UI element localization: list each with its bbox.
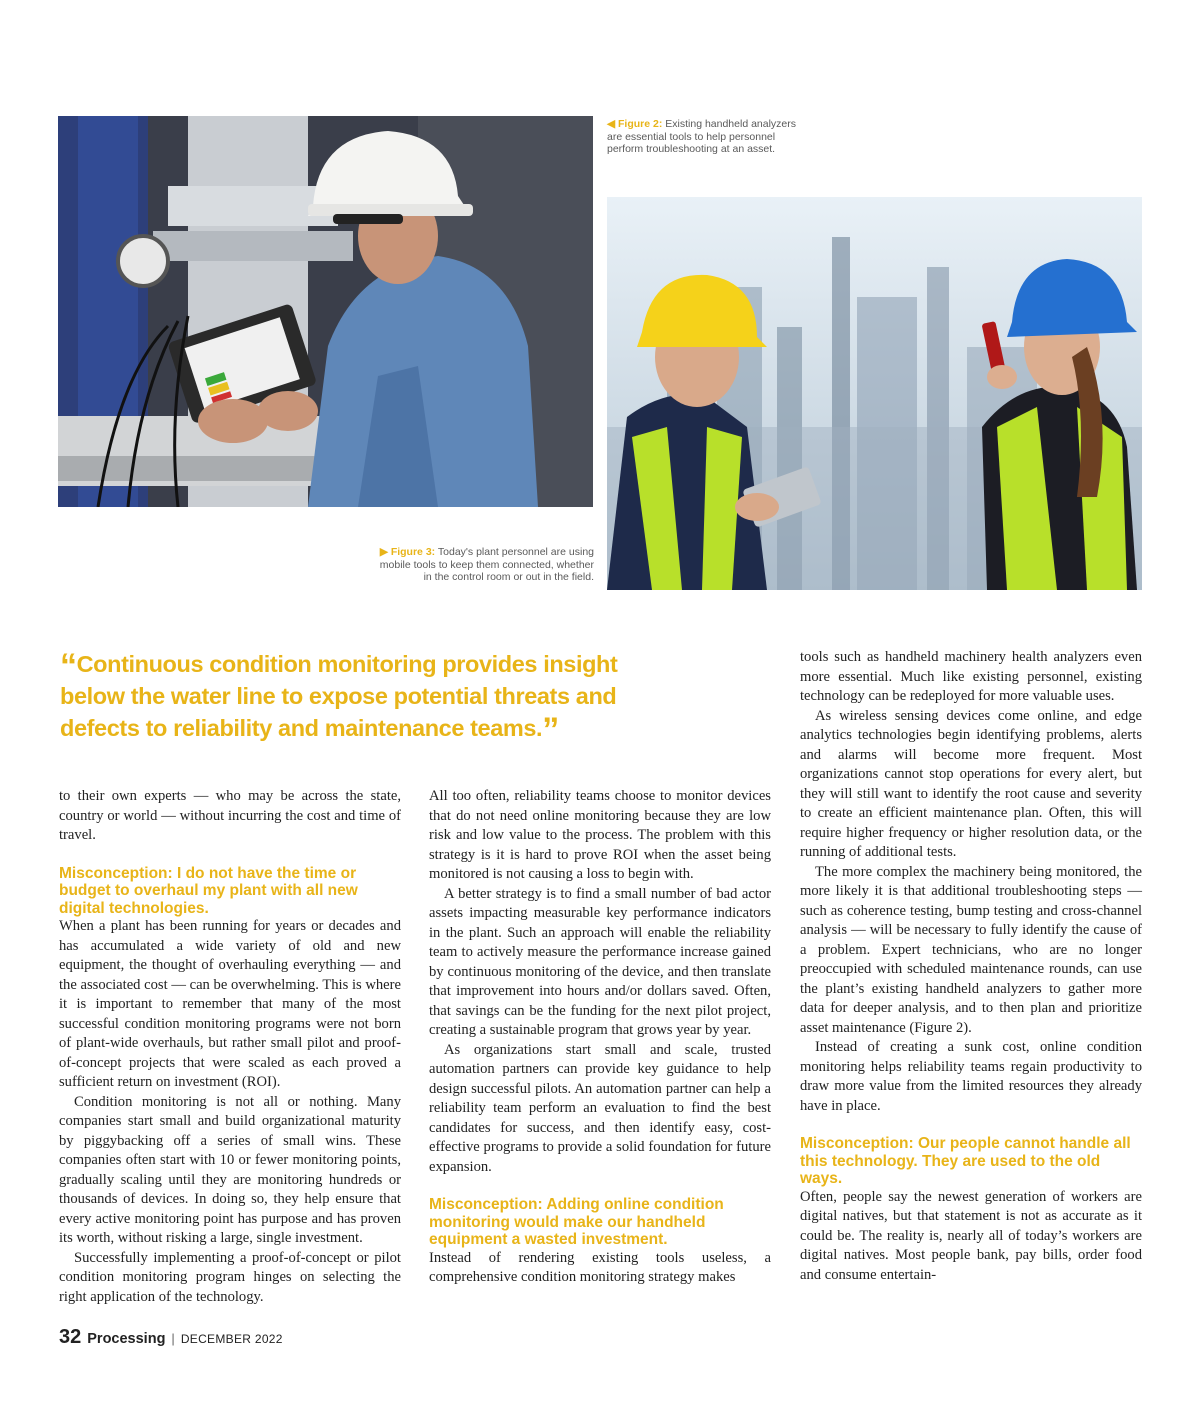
paragraph: Often, people say the newest generation of workers are digital natives, but that statement is not as accurate as it could be. The reality is, nearly all of today’s workers are digital natives. Most people bank, pay bills, order food and consume entertain- [800,1188,1142,1283]
paragraph: Instead of creating a sunk cost, online condition monitoring helps reliability teams regain productivity to draw more value from the limited resources they already have in place. [800,1039,1142,1114]
paragraph: As wireless sensing devices come online, and edge analytics technologies begin identifying problems, alerts and alarms will become more frequent. Most organizations cannot stop operations for every alert, but they will still want to identify the root cause and severity to create an efficient maintenance plan. Often, this will require higher frequency or higher resolution data, or the running of additional tests. [800,707,1142,860]
caption-arrow-left-icon: ◀ [607,118,616,130]
issue-date: DECEMBER 2022 [180,1332,283,1346]
figure-2-photo [607,197,1142,590]
paragraph: Successfully implementing a proof-of-concept or pilot condition monitoring program hinges on selecting the right application of the technology. [59,1249,401,1305]
figure-2-label: Figure 2: [618,118,663,130]
figure-3-text: Today's plant personnel are using mobile tools to keep them connected, whether in the control room or out in the field. [379,546,594,583]
paragraph: As organizations start small and scale, trusted automation partners can provide key guidance to help design successful pilots. An automation partner can help a reliability team perform an evaluation to find the best candidates for success, and then identify easy, cost-effective programs to provide a solid foundation for future expansion. [429,1041,771,1175]
section-heading: Misconception: Our people cannot handle all this technology. They are used to the old ways. [800,1135,1131,1187]
figure-3-label: Figure 3: [390,546,436,558]
figure-2-text: Existing handheld analyzers are essential tools to help personnel perform troubleshooting at an asset. [607,118,797,155]
paragraph: The more complex the machinery being monitored, the more likely it is that additional troubleshooting steps — such as coherence testing, bump testing and cross-channel analysis — will be necessary to fully identify the cause of a problem. Expert technicians, who are no longer preoccupied with scheduled maintenance rounds, can use the plant’s existing handheld analyzers to gather more data for deeper analysis, and to then plan and prioritize asset maintenance (Figure 2). [800,863,1142,1036]
section-heading: Misconception: I do not have the time or budget to overhaul my plant with all new digital technologies. [59,864,358,917]
close-quote-mark: ” [542,711,559,749]
paragraph: All too often, reliability teams choose to monitor devices that do not need online monitoring because they are low risk and low value to the process. The problem with this strategy is it is hard to prove ROI when the asset being monitored is not causing a loss to begin with. [429,788,771,882]
technician-illustration [58,116,593,507]
paragraph: When a plant has been running for years or decades and has accumulated a wide variety of old and new equipment, the thought of overhauling everything — and the associated cost — can be overwhelming. This is where it is important to remember that many of the most successful condition monitoring programs were not born of plant-wide overhauls, but rather small pilot and proof-of-concept projects that were scaled as each proved a sufficient return on investment (ROI). [59,918,401,1090]
workers-illustration [607,197,1142,590]
paragraph: Instead of rendering existing tools useless, a comprehensive condition monitoring strategy makes [429,1249,771,1285]
magazine-name: Processing [87,1331,166,1347]
figure-3-photo [58,116,593,507]
pull-quote-text: Continuous condition monitoring provides insight below the water line to expose potential threats and defects to reliability and maintenance teams. [60,651,618,741]
article-column-1 [59,787,401,1307]
open-quote-mark: “ [60,647,77,685]
paragraph: tools such as handheld machinery health analyzers even more essential. Much like existing personnel, existing technology can be redeployed for more valuable uses. [800,649,1142,704]
paragraph: to their own experts — who may be across the state, country or world — without incurring the cost and time of travel. [59,788,401,843]
page-number: 32 [59,1326,82,1348]
paragraph: Condition monitoring is not all or nothing. Many companies start small and build organizational maturity by piggybacking off a series of small wins. These companies often start with 10 or fewer monitoring points, gradually scaling until they are monitoring hundreds or thousands of devices. In doing so, they help ensure that every active monitoring point has purpose and has proven its worth, without risking a large, single investment. [59,1093,401,1246]
section-heading: Misconception: Adding online condition monitoring would make our handheld equipment a wasted investment. [429,1196,724,1248]
paragraph: A better strategy is to find a small number of bad actor assets impacting measurable key performance indicators in the plant. Such an approach will enable the reliability team to actively measure the performance increase gained by continuous monitoring of the device, and then translate that improvement into hours and/or dollars saved. Often, that savings can be the funding for the next pilot project, creating a sustainable program that grows year by year. [429,885,771,1038]
article-column-3 [800,648,1142,1285]
footer-separator: | [171,1331,175,1346]
pull-quote [60,647,640,749]
figure-3-caption [370,546,594,584]
page-footer [59,1326,283,1349]
caption-arrow-right-icon: ▶ [379,546,388,558]
article-column-2 [429,787,771,1288]
figure-2-caption [607,118,807,156]
